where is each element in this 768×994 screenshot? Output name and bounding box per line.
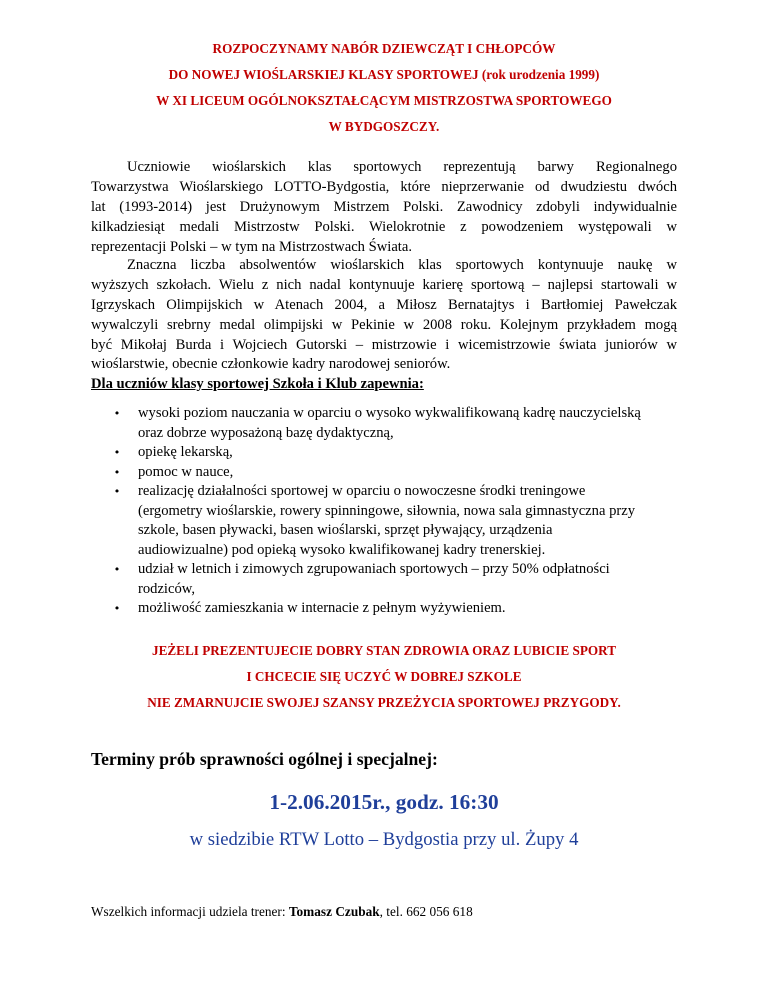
bullet-icon: • xyxy=(113,563,121,576)
header-line-3: W XI LICEUM OGÓLNOKSZTAŁCĄCYM MISTRZOSTWA SPORTOWEGO xyxy=(156,93,612,108)
bullet-icon: • xyxy=(113,446,121,459)
list-item xyxy=(110,599,690,619)
terms-heading: Terminy prób sprawności ogólnej i specjalnej: xyxy=(91,749,438,769)
header-line-2: DO NOWEJ WIOŚLARSKIEJ KLASY SPORTOWEJ (rok urodzenia 1999) xyxy=(168,67,600,82)
announcement-header xyxy=(0,36,768,140)
paragraph-line: wioślarstwie, obecnie członkowie kadry narodowej seniorów. xyxy=(91,356,451,373)
coach-name: Tomasz Czubak xyxy=(288,904,380,919)
list-item xyxy=(110,482,690,560)
list-item xyxy=(110,404,690,443)
paragraph-club-achievements xyxy=(91,158,677,257)
cta-line-2: I CHCECIE SIĘ UCZYĆ W DOBREJ SZKOLE xyxy=(246,669,522,684)
paragraph-line: Igrzyskach Olimpijskich w Atenach 2004, a Miłosz Bernatajtys i Bartłomiej Pawełczak xyxy=(91,296,677,313)
paragraph-line: lat (1993-2014) jest Drużynowym Mistrzem Polski. Zawodnicy zdobyli indywidualnie xyxy=(91,198,677,215)
paragraph-line: wyższych szkołach. Wielu z nich nadal kontynuuje karierę sportową – najlepsi startowali w xyxy=(91,276,677,293)
trial-venue: w siedzibie RTW Lotto – Bydgostia przy ul. Żupy 4 xyxy=(189,829,579,850)
list-item xyxy=(110,560,690,599)
benefits-list xyxy=(110,404,690,619)
trial-date: 1-2.06.2015r., godz. 16:30 xyxy=(269,790,499,814)
list-item-line: (ergometry wioślarskie, rowery spinningowe, siłownia, nowa sala gimnastyczna przy xyxy=(138,502,636,519)
bullet-icon: • xyxy=(113,602,121,615)
paragraph-line: Towarzystwa Wioślarskiego LOTTO-Bydgostia, które nieprzerwanie od dwudziestu dwóch xyxy=(91,178,677,195)
paragraph-line: Uczniowie wioślarskich klas sportowych reprezentują barwy Regionalnego xyxy=(127,159,677,175)
list-item-line: pomoc w nauce, xyxy=(138,463,234,480)
call-to-action xyxy=(0,638,768,716)
contact-prefix: Wszelkich informacji udziela trener: xyxy=(91,904,289,919)
bullet-icon: • xyxy=(113,407,121,420)
list-item-line: opiekę lekarską, xyxy=(138,444,233,460)
list-item-line: realizację działalności sportowej w oparciu o nowoczesne środki treningowe xyxy=(138,483,586,499)
paragraph-line: wywalczyli srebrny medal olimpijski w Pekinie w 2008 roku. Kolejnym przykładem mogą xyxy=(91,316,677,333)
bullet-icon: • xyxy=(113,465,121,479)
bullet-icon: • xyxy=(113,485,121,498)
contact-phone: , tel. 662 056 618 xyxy=(379,904,473,919)
list-item-line: audiowizualne) pod opieką wysoko kwalifikowanej kadry trenerskiej. xyxy=(138,541,546,558)
header-line-4: W BYDGOSZCZY. xyxy=(328,119,440,134)
list-item-line: wysoki poziom nauczania w oparciu o wysoko wykwalifikowaną kadrę nauczycielską xyxy=(138,405,641,421)
list-item-line: szkole, basen pływacki, basen wioślarski, sprzęt pływający, urządzenia xyxy=(138,522,553,538)
list-item-line: możliwość zamieszkania w internacie z pełnym wyżywieniem. xyxy=(138,600,506,616)
cta-line-3: NIE ZMARNUJCIE SWOJEJ SZANSY PRZEŻYCIA SPORTOWEJ PRZYGODY. xyxy=(147,695,621,710)
cta-line-1: JEŻELI PREZENTUJECIE DOBRY STAN ZDROWIA ORAZ LUBICIE SPORT xyxy=(151,643,617,658)
list-item-line: rodziców, xyxy=(138,580,195,597)
list-item xyxy=(110,463,690,483)
header-line-1: ROZPOCZYNAMY NABÓR DZIEWCZĄT I CHŁOPCÓW xyxy=(212,41,556,56)
paragraph-line: być Mikołaj Burda i Wojciech Gutorski – mistrzowie i wicemistrzowie świata juniorów w xyxy=(91,336,677,353)
paragraph-line: reprezentacji Polski – w tym na Mistrzostwach Świata. xyxy=(91,238,412,255)
paragraph-line: kilkadziesiąt medali Mistrzostw Polski. Wielokrotnie z powodzeniem występowali w xyxy=(91,218,677,235)
benefits-title: Dla uczniów klasy sportowej Szkoła i Klub zapewnia: xyxy=(91,376,424,392)
list-item-line: udział w letnich i zimowych zgrupowaniach sportowych – przy 50% odpłatności xyxy=(138,561,610,577)
contact-info xyxy=(91,904,473,920)
list-item xyxy=(110,443,690,463)
paragraph-graduates xyxy=(91,256,677,375)
paragraph-line: Znaczna liczba absolwentów wioślarskich klas sportowych kontynuuje naukę w xyxy=(127,257,677,273)
list-item-line: oraz dobrze wyposażoną bazę dydaktyczną, xyxy=(138,424,394,441)
